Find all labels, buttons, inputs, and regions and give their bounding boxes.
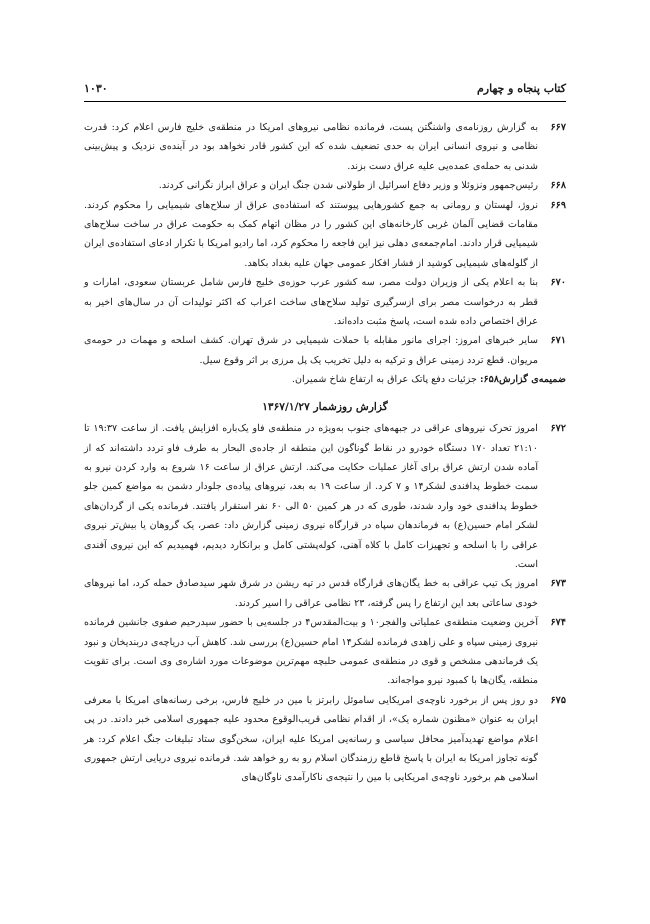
entry-675: [84, 691, 566, 788]
entry-667: [84, 118, 566, 176]
entry-text: دو روز پس از برخورد ناوچه‌ی امریکایی ساموئل رابرتز با مین در خلیج فارس، برخی رسانه‌های امریکا با معرفی ایران به عنوان «مظنون شماره یک»، از اقدام نظامی قریب‌الوقوع محدود علیه جمهوری اسلامی خبر دادند. در پی اعلام مواضع تهدیدآمیز محافل سیاسی و رسانه‌یی امریکا علیه ایران، سخن‌گوی ستاد تبلیغات جنگ اعلام کرد: هر گونه تجاوز امریکا به ایران با پاسخ قاطع رزمندگان اسلام رو به رو خواهد شد. فرمانده نیروی دریایی ارتش جمهوری اسلامی هم برخورد ناوچه‌ی امریکایی با مین را نتیجه‌ی ناکارآمدی ناوگان‌های: [84, 694, 538, 784]
entry-669: [84, 196, 566, 274]
book-title: کتاب پنجاه و چهارم: [476, 81, 566, 95]
header-divider: [84, 101, 566, 102]
entry-text: سایر خبرهای امروز: اجرای مانور مقابله با حملات شیمیایی در شرق تهران. کشف اسلحه و مهمات در حومه‌ی مریوان. قطع تردد زمینی عراق و ترکیه به دلیل تخریب یک پل مرزی بر اثر وقوع سیل.: [84, 335, 538, 366]
entry-671: [84, 331, 566, 370]
entry-674: [84, 613, 566, 691]
entry-text: امروز تحرک نیروهای عراقی در جبهه‌های جنوب به‌ویژه در منطقه‌ی فاو یک‌باره افزایش یافت. از ساعت ۱۹:۳۷ تا ۲۱:۱۰ تعداد ۱۷۰ دستگاه خودرو در نقاط گوناگون این منطقه از جاده‌ی البحار به طرف فاو تردد داشته‌اند که از آماده شدن ارتش عراق برای آغاز عملیات حکایت می‌کند. ارتش عراق از ساعت ۱۶ شروع به وارد کردن نیرو به سمت خطوط پدافندی لشکر۱۴ و ۷ کرد. از ساعت ۱۹ به بعد، نیروهای پیاده‌ی جلودار دشمن به مواضع کمین جلو خطوط پدافندی خود وارد شدند، طوری که در هر کمین ۵۰ الی ۶۰ نفر استقرار یافتند. فرمانده یکی از گردان‌های لشکر امام حسین(ع) به فرماندهان سپاه در قرارگاه نیروی زمینی گزارش داد: عصر، یک گروهان یا بیش‌تر نیروی عراقی را با اسلحه و تجهیزات کامل با کلاه آهنی، کوله‌پشتی کامل و برانکارد دیدیم، فهمیدیم که این نیروی آفندی است.: [84, 423, 538, 570]
entry-number: ۶۷۵: [550, 694, 566, 706]
entry-text: آخرین وضعیت منطقه‌ی عملیاتی والفجر۱۰ و بیت‌المقدس۴ در جلسه‌یی با حضور سیدرحیم صفوی جانشین فرمانده نیروی زمینی سپاه و علی زاهدی فرمانده لشکر۱۴ امام حسین(ع) بررسی شد. کاهش آب دریاچه‌ی دربندیخان و نبود یک فرماندهی مشخص و قوی در منطقه‌ی عمومی حلبچه مهم‌ترین موضوعات مورد اشاره‌ی وی است. برای تقویت منطقه، یگان‌ها با کمبود نیرو مواجه‌اند.: [84, 617, 539, 687]
entry-number: ۶۷۲: [550, 423, 566, 435]
appendix-text: جزئیات دفع پاتک عراق به ارتفاع شاخ شمیران.: [291, 374, 480, 386]
entry-673: [84, 574, 566, 613]
entry-number: ۶۶۹: [550, 199, 566, 211]
entry-number: ۶۷۳: [550, 578, 566, 590]
appendix-label: ضمیمه‌ی گزارش۶۵۸:: [479, 374, 566, 386]
entry-number: ۶۶۷: [550, 122, 566, 133]
entry-text: امروز یک تیپ عراقی به خط یگان‌های قرارگاه قدس در تپه ریشن در شرق شهر سیدصادق حمله کرد، اما نیروهای خودی ساعاتی بعد این ارتفاع را پس گرفته، ۲۳ نظامی عراقی را اسیر کردند.: [84, 578, 538, 609]
entry-number: ۶۶۸: [550, 180, 566, 192]
page-number: ۱۰۳۰: [84, 81, 108, 95]
entry-number: ۶۷۰: [550, 277, 566, 289]
entry-text: بنا به اعلام یکی از وزیران دولت مصر، سه کشور عرب حوزه‌ی خلیج فارس شامل عربستان سعودی، امارات و قطر به درخواست مصر برای ازسرگیری تولید سلاح‌های ساخت اعراب که اکثر تولیدات آن در سال‌های اخیر به عراق اختصاص داده شده است، پاسخ مثبت داده‌اند.: [84, 277, 538, 328]
appendix-note: [84, 370, 566, 389]
entry-text: رئیس‌جمهور ونزوئلا و وزیر دفاع اسرائیل از طولانی شدن جنگ ایران و عراق ابراز نگرانی کردند.: [158, 180, 538, 192]
entry-number: ۶۷۱: [550, 335, 566, 347]
page-header: [84, 78, 566, 98]
page-body: [84, 118, 566, 788]
entry-672: [84, 419, 566, 574]
entry-text: به گزارش روزنامه‌ی واشنگتن پست، فرمانده نظامی نیروهای امریکا در منطقه‌ی خلیج فارس اعلام کرد: قدرت نظامی و نیروی انسانی ایران به حدی تضعیف شده که این کشور قادر نخواهد بود در آینده‌ی نزدیک و پیش‌بینی شدنی به حمله‌ی عمده‌یی علیه عراق دست بزند.: [84, 122, 538, 172]
entry-670: [84, 273, 566, 331]
section-title: گزارش روزشمار ۱۳۶۷/۱/۲۷: [262, 400, 388, 413]
entry-text: نروژ، لهستان و رومانی به جمع کشورهایی پیوستند که استفاده‌ی عراق از سلاح‌های شیمیایی را محکوم کردند. مقامات قضایی آلمان غربی کارخانه‌های این کشور را در مظان اتهام کمک به حکومت عراق در ساخت سلاح‌های شیمیایی قرار دادند. امام‌جمعه‌ی دهلی نیز این فاجعه را محکوم کرد، اما رادیو امریکا با تکرار ادعای استفاده‌ی ایران از گلوله‌های شیمیایی کوشید از فشار افکار عمومی جهان علیه بغداد بکاهد.: [84, 199, 538, 269]
entry-number: ۶۷۴: [550, 617, 566, 629]
entry-668: [84, 176, 566, 195]
